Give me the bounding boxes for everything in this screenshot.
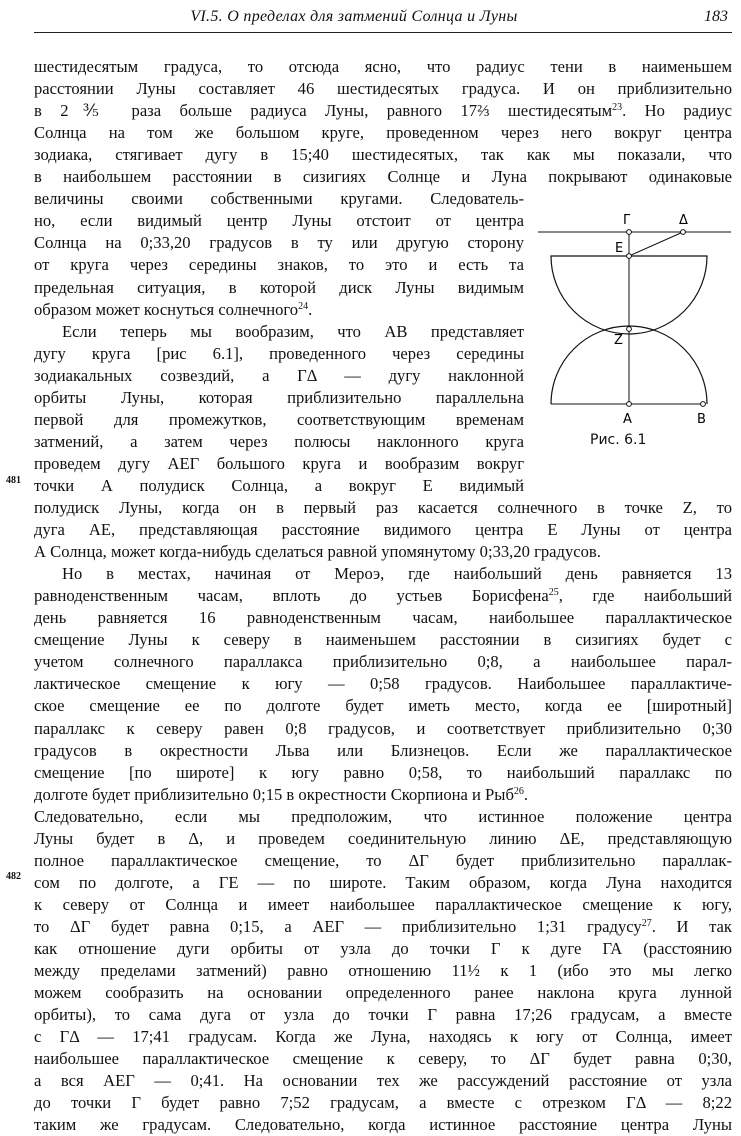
text-run: Солнца на том же большом круге, проведенном через него вокруг центра (34, 123, 732, 143)
footnote-ref[interactable]: 24 (298, 300, 309, 312)
text-line (34, 541, 732, 563)
text-line (34, 299, 524, 321)
text-line (34, 828, 732, 850)
text-line (34, 938, 732, 960)
text-run: в наибольшем расстоянии в сизигиях Солнце и Луна покрывают одинаковые (34, 167, 732, 187)
text-run: учетом солнечного параллакса приблизительно 0;8, а наибольшее парал- (34, 652, 732, 672)
text-line (34, 1114, 732, 1136)
text-run: сом по долготе, а ГЕ — по широте. Таким образом, когда Луна находится (34, 872, 732, 892)
text-run: . (308, 299, 313, 319)
text-run: с ГΔ — 17;41 градусам. Когда же Луна, находясь к югу от Солнца, имеет (34, 1027, 732, 1047)
text-run: полное параллактическое смещение, то ΔГ будет приблизительно параллак- (34, 850, 732, 870)
text-run: как отношение дуги орбиты от узла до точки Г к дуге ГА (расстоянию (34, 939, 732, 958)
text-line (34, 585, 732, 607)
text-run: Следовательно, если мы предположим, что истинное положение центра (34, 806, 732, 826)
text-line (34, 982, 732, 1004)
text-line (34, 343, 524, 365)
text-line (34, 232, 524, 254)
footnote-ref[interactable]: 26 (513, 785, 524, 797)
text-line (34, 166, 732, 188)
text-line (34, 78, 732, 100)
figure-6-1 (533, 213, 733, 463)
text-line (34, 872, 732, 894)
text-run: до точки Г будет равно 7;52 градусам, а вместе с отрезком ГΔ — 8;22 (34, 1093, 732, 1113)
text-run: расстоянии Луны составляет 46 шестидесятых градуса. И он приблизительно (34, 79, 732, 99)
text-line (34, 740, 732, 762)
point-d (681, 230, 686, 235)
text-line (34, 475, 524, 497)
text-run: то ΔГ будет равна 0;15, а АЕГ — приблизительно 1;31 градусу (34, 916, 642, 936)
text-line (34, 673, 732, 695)
text-run: А Солнца, может когда-нибудь сделаться равной упомянутому 0;33,20 градусов. (34, 542, 601, 562)
text-run: точки А полудиск Солнца, а вокруг Е видимый (34, 475, 524, 495)
text-run: дуга АЕ, представляющая расстояние видимого центра Е Луны от центра (34, 520, 732, 540)
page-header (34, 4, 732, 32)
point-z (627, 327, 632, 332)
text-run: в 2⅗ раза больше радиуса Луны, равного 17⅔ шестидесятым (34, 101, 613, 121)
text-run: день равняется 16 равноденственным часам, наибольшее параллактическое (34, 608, 732, 628)
text-line (34, 144, 732, 166)
geometry-diagram (533, 213, 733, 463)
text-run: Если теперь мы вообразим, что АВ представляет (62, 321, 524, 341)
text-run: Солнца на 0;33,20 градусов в ту или другую сторону (34, 233, 524, 253)
text-line (34, 1048, 732, 1070)
point-a (627, 402, 632, 407)
text-line (34, 365, 524, 387)
text-line (34, 122, 732, 144)
text-run: зодиакальных созвездий, а ГΔ — дугу наклонной (34, 365, 524, 385)
point-e (627, 254, 632, 259)
text-run: орбиты), то сама дуга от узла до точки Г равна 17;26 градусам, а вместе (34, 1005, 732, 1025)
text-run: затмений, а затем через полюсы наклонного круга (34, 431, 524, 451)
text-run: наибольшее параллактическое смещение к северу, то ΔГ будет равна 0;30, (34, 1049, 732, 1069)
text-run: смещение Луны к северу в наименьшем расстоянии в сизигиях будет с (34, 630, 732, 650)
text-line (34, 894, 732, 916)
text-line (34, 188, 524, 210)
text-line (34, 1004, 732, 1026)
footnote-ref[interactable]: 27 (641, 917, 652, 929)
text-line (34, 629, 732, 651)
text-run: шестидесятым градуса, то отсюда ясно, что радиус тени в наименьшем (34, 57, 732, 76)
margin-number: 482 (6, 871, 21, 882)
text-line (34, 1092, 732, 1114)
text-run: ское смещение ее по долготе будет иметь место, когда ее [широтный] (34, 696, 732, 716)
text-line (34, 497, 732, 519)
text-run: а вся АЕГ — 0;41. На основании тех же рассуждений расстояние от узла (34, 1071, 732, 1091)
text-line (34, 519, 732, 541)
text-run: зодиака, стягивает дугу в 15;40 шестидесятых, так как мы показали, что (34, 145, 732, 165)
text-run: . (523, 784, 529, 804)
text-run: . Но радиус (622, 101, 733, 121)
margin-number: 481 (6, 475, 21, 486)
text-line (34, 210, 524, 232)
text-run: , где наибольший (558, 586, 733, 606)
text-line (34, 563, 732, 585)
label-g: Г (623, 213, 631, 228)
text-line (34, 100, 732, 122)
text-line (34, 960, 732, 982)
text-run: лактическое смещение к югу — 0;58 градусов. Наибольшее параллактиче- (34, 674, 732, 694)
text-run: можем сообразить на основании определенного ранее наклона круга лунной (34, 983, 732, 1003)
running-title: VI.5. О пределах для затмений Солнца и Луны (190, 8, 518, 25)
text-run: проведем дугу АЕГ большого круга и вообразим вокруг (34, 453, 524, 473)
text-line (34, 431, 524, 453)
label-e: Е (615, 241, 624, 256)
text-run: от круга через середины знаков, то это и есть та (34, 255, 524, 275)
line-delta-e (629, 232, 683, 256)
text-line (34, 784, 732, 806)
label-a: А (623, 412, 632, 427)
text-line (34, 916, 732, 938)
text-run: смещение [по широте] к югу равно 0;58, то наибольший параллакс по (34, 762, 732, 782)
label-d: Δ (679, 213, 688, 228)
text-run: параллакс к северу равен 0;8 градусов, и соответствует приблизительно 0;30 (34, 718, 732, 738)
text-line (34, 277, 524, 299)
text-run: величины своими собственными кругами. Следователь- (34, 189, 524, 209)
text-run: к северу от Солнца и имеет наибольшее параллактическое смещение к югу, (34, 894, 732, 914)
text-run: дугу круга [рис 6.1], проведенного через середины (34, 343, 524, 363)
text-line (34, 409, 524, 431)
text-line (34, 387, 524, 409)
text-line (34, 607, 732, 629)
text-line (34, 651, 732, 673)
text-run: Но в местах, начиная от Мероэ, где наибольший день равняется 13 (62, 564, 732, 584)
text-line (34, 718, 732, 740)
page-number: 183 (704, 8, 728, 25)
text-run: . И так (651, 916, 732, 936)
text-run: орбиты Луны, которая приблизительно параллельна (34, 387, 524, 407)
text-line (34, 453, 524, 475)
text-line (34, 695, 732, 717)
point-b (701, 402, 706, 407)
footnote-ref[interactable]: 25 (548, 587, 559, 599)
text-run: равноденственным часам, вплоть до устьев Борисфена (34, 586, 549, 606)
text-line (34, 850, 732, 872)
text-line (34, 1070, 732, 1092)
text-run: но, если видимый центр Луны отстоит от центра (34, 211, 524, 231)
header-rule (34, 32, 732, 33)
footnote-ref[interactable]: 23 (612, 102, 623, 114)
text-run: градусов в окрестности Льва или Близнецов. Если же параллактическое (34, 740, 732, 760)
label-b: В (697, 412, 706, 427)
text-run: Луны будет в Δ, и проведем соединительную линию ΔЕ, представляющую (34, 828, 732, 848)
text-run: полудиск Луны, когда он в первый раз касается солнечного в точке Z, то (34, 498, 732, 517)
text-line (34, 762, 732, 784)
text-run: первой для промежутков, соответствующим временам (34, 409, 524, 429)
text-line (34, 1026, 732, 1048)
text-run: предельная ситуация, в которой диск Луны видимым (34, 277, 524, 297)
text-run: образом может коснуться солнечного (34, 299, 299, 319)
label-z: Z (614, 333, 623, 348)
point-g (627, 230, 632, 235)
figure-caption: Рис. 6.1 (590, 432, 647, 448)
text-line (34, 254, 524, 276)
text-line (34, 806, 732, 828)
text-run: между пределами затмений) равно отношению 11½ к 1 (ибо это мы легко (34, 961, 732, 981)
text-line (34, 321, 524, 343)
text-run: долготе будет приблизительно 0;15 в окрестности Скорпиона и Рыб (34, 784, 514, 804)
text-line (34, 56, 732, 78)
text-run: таким же градусам. Следовательно, когда истинное расстояние центра Луны (34, 1115, 732, 1135)
